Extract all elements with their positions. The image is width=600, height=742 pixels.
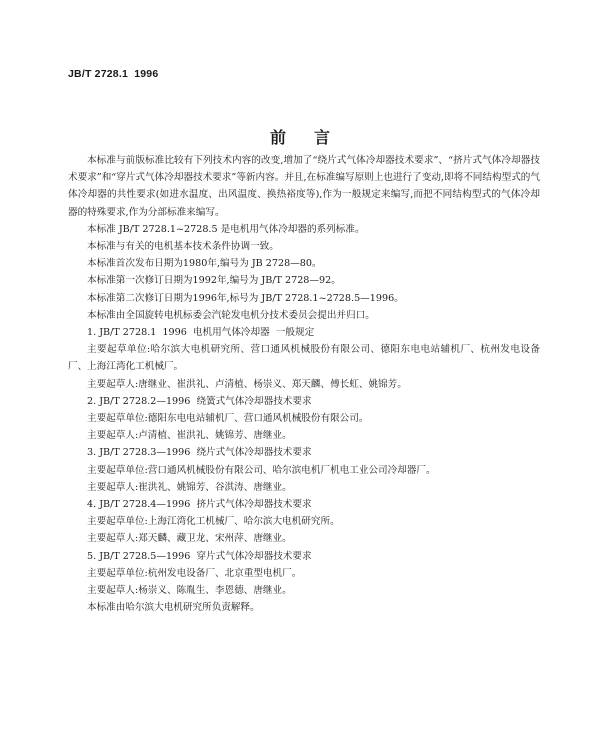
document-body (68, 152, 540, 616)
part-units: 主要起草单位:营口通风机械股份有限公司、哈尔滨电机厂机电工业公司冷却器厂。 (87, 464, 436, 476)
standard-code: JB/T 2728.1 1996 (68, 68, 159, 80)
paragraph-proposer: 本标准由全国旋转电机标委会汽轮发电机分技术委员会提出并归口。 (87, 309, 375, 321)
part-title: 1. JB/T 2728.1 1996 电机用气体冷却器 一般规定 (87, 327, 315, 339)
paragraph-second-revision: 本标准第二次修订日期为1996年,标号为 JB/T 2728.1~2728.5—1996。 (87, 292, 404, 304)
part-authors: 主要起草人:郑天麟、藏卫龙、宋州萍、唐继业。 (87, 533, 292, 545)
part-units: 主要起草单位:哈尔滨大电机研究所、营口通风机械股份有限公司、德阳东电电站辅机厂、杭州发电设备厂、上海江湾化工机械厂。 (68, 344, 540, 373)
part-authors: 主要起草人:唐继业、崔洪礼、卢清植、杨崇义、郑天麟、傅长虹、姚锦芳。 (87, 378, 407, 390)
part-authors: 主要起草人:杨崇义、陈胤生、李恩德、唐继业。 (87, 585, 292, 597)
paragraph-coordination: 本标准与有关的电机基本技术条件协调一致。 (87, 241, 279, 253)
part-title: 5. JB/T 2728.5—1996 穿片式气体冷却器技术要求 (87, 550, 312, 562)
part-title: 2. JB/T 2728.2—1996 绕簧式气体冷却器技术要求 (87, 395, 312, 407)
part-authors: 主要起草人:卢清植、崔洪礼、姚锦芳、唐继业。 (87, 430, 292, 442)
part-authors: 主要起草人:崔洪礼、姚锦芳、谷淇涛、唐继业。 (87, 481, 292, 493)
part-units: 主要起草单位:上海江湾化工机械厂、哈尔滨大电机研究所。 (87, 516, 340, 528)
closing-paragraph: 本标准由哈尔滨大电机研究所负责解释。 (87, 602, 260, 614)
part-units: 主要起草单位:德阳东电电站辅机厂、营口通风机械股份有限公司。 (87, 413, 369, 425)
part-units: 主要起草单位:杭州发电设备厂、北京重型电机厂。 (87, 567, 302, 579)
page-title: 前言 (269, 128, 358, 147)
paragraph-first-revision: 本标准第一次修订日期为1992年,编号为 JB/T 2728—92。 (87, 275, 341, 287)
paragraph-changes: 本标准与前版标准比较有下列技术内容的改变,增加了“绕片式气体冷却器技术要求”、“挤片式气体冷却器技术要求”和“穿片式气体冷却器技术要求”等新内容。并且,在标准编写原则上也进行了变动,即将不同结构型式的气体冷却器的共性要求(如进水温度、出风温度、换热裕度等),作为一般规定来编写,而把不同结构型式的气体冷却器的特殊要求,作为分部标准来编写。 (68, 155, 540, 218)
paragraph-series: 本标准 JB/T 2728.1~2728.5 是电机用气体冷却器的系列标准。 (87, 223, 365, 235)
paragraph-first-issue: 本标准首次发布日期为1980年,编号为 JB 2728—80。 (87, 258, 322, 270)
part-title: 4. JB/T 2728.4—1996 挤片式气体冷却器技术要求 (87, 499, 312, 511)
part-title: 3. JB/T 2728.3—1996 绕片式气体冷却器技术要求 (87, 447, 312, 459)
